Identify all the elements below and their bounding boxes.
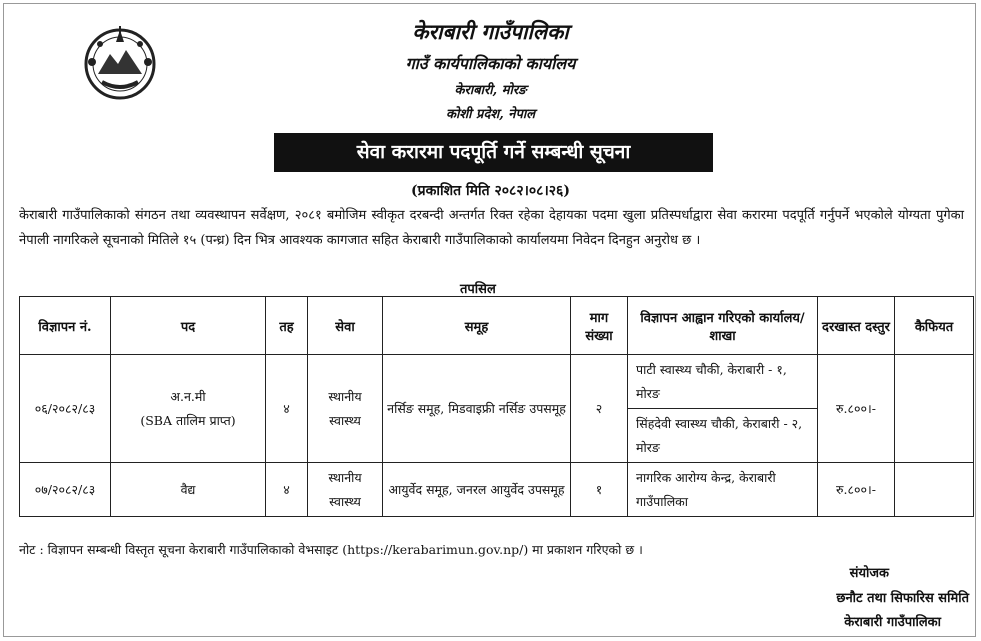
header-remarks: कैफियत (895, 297, 974, 355)
website-note: नोट : विज्ञापन सम्बन्धी विस्तृत सूचना केराबारी गाउँपालिकाको वेभसाइट (https://kerabarimun.gov.np/) मा प्रकाशन गरिएको छ । (19, 542, 643, 557)
header-group: समूह (383, 297, 571, 355)
signature-org: केराबारी गाउँपालिका (844, 615, 941, 630)
cell-level: ४ (266, 355, 308, 463)
post-note: (SBA तालिम प्राप्त) (140, 412, 236, 428)
office-name: गाउँ कार्यपालिकाको कार्यालय (405, 54, 576, 73)
cell-remarks (895, 355, 974, 463)
municipality-name: केराबारी गाउँपालिका (412, 19, 569, 44)
province-country: कोशी प्रदेश, नेपाल (445, 107, 536, 122)
table-caption: तपसिल (460, 282, 496, 297)
cell-remarks (895, 463, 974, 517)
header-post: पद (111, 297, 266, 355)
intro-paragraph: केराबारी गाउँपालिकाको संगठन तथा व्यवस्थापन सर्वेक्षण, २०८१ बमोजिम स्वीकृत दरबन्दी अन्तर्गत रिक्त रहेका देहायका पदमा खुला प्रतिस्पर्धाद्वारा सेवा करारमा पदपूर्ति गर्नुपर्ने भएकोले योग्यता पुगेका नेपाली नागरिकले सूचनाको मितिले १५ (पन्ध्र) दिन भित्र आवश्यक कागजात सहित केराबारी गाउँपालिकाको कार्यालयमा निवेदन दिनहुन अनुरोध छ । (19, 208, 964, 248)
table-row (20, 463, 974, 517)
cell-ad-no: ०७/२०८२/८३ (20, 463, 111, 517)
published-date: (प्रकाशित मिति २०८२।०८।२६) (411, 183, 570, 199)
cell-fee: रु.८००।- (818, 463, 895, 517)
cell-office: नागरिक आरोग्य केन्द्र, केराबारी गाउँपालिका (628, 463, 818, 517)
cell-group: आयुर्वेद समूह, जनरल आयुर्वेद उपसमूह (383, 463, 571, 517)
table-row (20, 355, 974, 409)
cell-office: सिंहदेवी स्वास्थ्य चौकी, केराबारी - २, मोरङ (628, 409, 818, 463)
cell-office: पाटी स्वास्थ्य चौकी, केराबारी - १, मोरङ (628, 355, 818, 409)
signature-committee: छनौट तथा सिफारिस समिति (836, 591, 969, 606)
vacancy-table (19, 296, 974, 517)
cell-demand: २ (571, 355, 628, 463)
cell-group: नर्सिङ समूह, मिडवाइफ्री नर्सिङ उपसमूह (383, 355, 571, 463)
cell-service: स्थानीय स्वास्थ्य (308, 355, 383, 463)
header-fee: दरखास्त दस्तुर (818, 297, 895, 355)
cell-post: वैद्य (111, 463, 266, 517)
table-header-row (20, 297, 974, 355)
post-name: अ.न.मी (170, 388, 206, 404)
office-location: केराबारी, मोरङ (454, 83, 527, 98)
cell-post (111, 355, 266, 463)
header-service: सेवा (308, 297, 383, 355)
header-ad-no: विज्ञापन नं. (20, 297, 111, 355)
cell-level: ४ (266, 463, 308, 517)
cell-ad-no: ०६/२०८२/८३ (20, 355, 111, 463)
cell-demand: १ (571, 463, 628, 517)
header-level: तह (266, 297, 308, 355)
cell-fee: रु.८००।- (818, 355, 895, 463)
header-demand: माग संख्या (571, 297, 628, 355)
notice-title: सेवा करारमा पदपूर्ति गर्ने सम्बन्धी सूचना (274, 133, 713, 172)
signature-title: संयोजक (849, 566, 889, 581)
cell-service: स्थानीय स्वास्थ्य (308, 463, 383, 517)
header-office: विज्ञापन आह्वान गरिएको कार्यालय/ शाखा (628, 297, 818, 355)
